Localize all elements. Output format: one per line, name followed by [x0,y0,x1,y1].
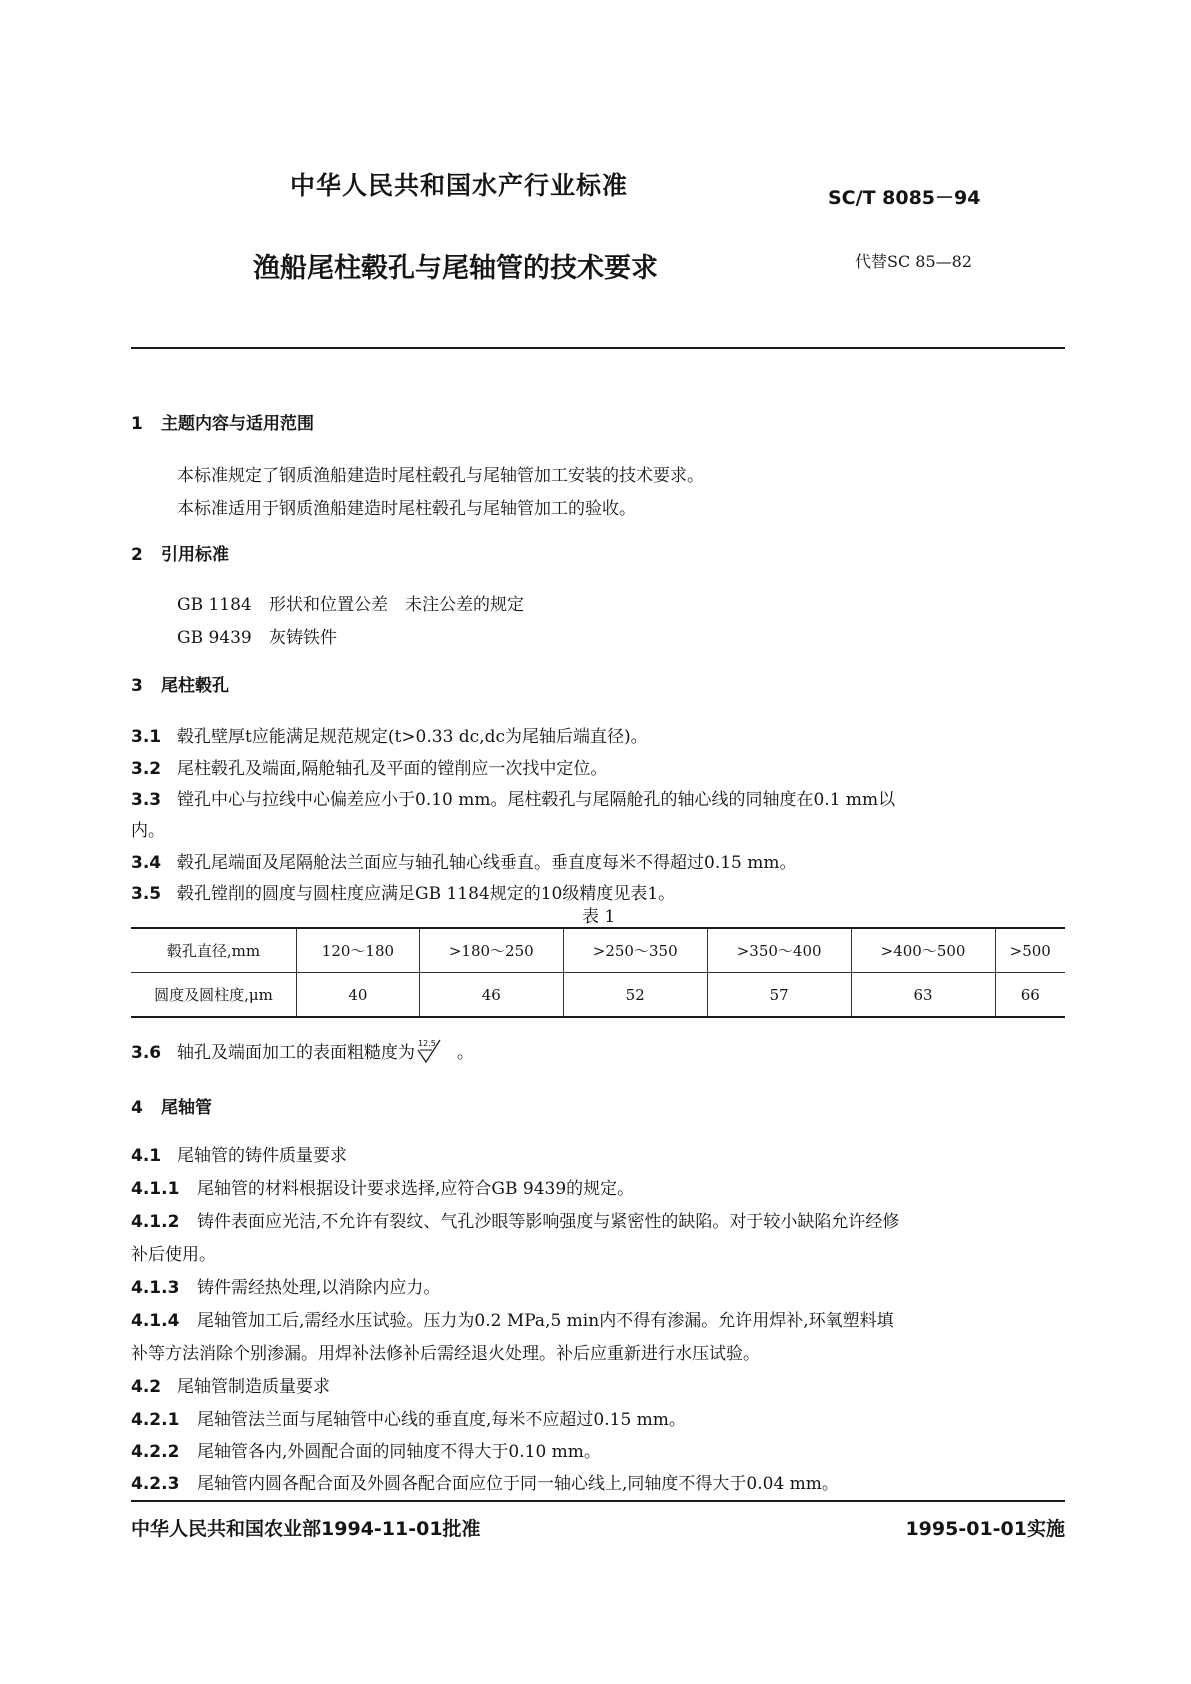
clause-item [131,1273,440,1298]
section-number: 2 [131,545,143,565]
clause-number: 4.2 [131,1377,162,1397]
reference-item [177,623,337,648]
roughness-check-icon [415,1038,449,1064]
clause-number: 3.3 [131,790,162,810]
clause-number: 3.5 [131,884,162,904]
section-4-heading [131,1093,212,1118]
table-row [131,973,1065,1018]
paragraph: 本标准适用于钢质渔船建造时尾柱毂孔与尾轴管加工的验收。 [177,499,636,519]
table-cell: 40 [297,973,420,1018]
clause-number: 4.1.3 [131,1278,180,1298]
table-cell: >400～500 [851,928,995,973]
replaces-note: 代替SC 85—82 [855,252,973,271]
table-cell: >350～400 [707,928,851,973]
section-number: 3 [131,676,143,696]
table-cell: 66 [995,973,1065,1018]
clause-text: 毂孔镗削的圆度与圆柱度应满足GB 1184规定的10级精度见表1。 [177,884,676,904]
clause-number: 4.1.4 [131,1311,180,1331]
header-rule [131,347,1065,349]
clause-number: 3.2 [131,759,162,779]
section-number: 4 [131,1098,143,1118]
clause-text: 铸件表面应光洁,不允许有裂纹、气孔沙眼等影响强度与紧密性的缺陷。对于较小缺陷允许经修 [197,1212,900,1232]
clause-item [131,1174,634,1199]
table-cell: >250～350 [563,928,707,973]
row-label: 毂孔直径,mm [131,928,297,973]
clause-end: 。 [457,1043,474,1063]
table-cell: 46 [419,973,563,1018]
clause-item [131,1469,839,1494]
clause-text: 轴孔及端面加工的表面粗糙度为 [177,1043,415,1063]
clause-item [131,754,607,779]
clause-continuation: 补等方法消除个别渗漏。用焊补法修补后需经退火处理。补后应重新进行水压试验。 [131,1344,760,1364]
clause-text: 尾轴管加工后,需经水压试验。压力为0.2 MPa,5 min内不得有渗漏。允许用焊补,环氧塑料填 [197,1311,894,1331]
table-cell: 120～180 [297,928,420,973]
clause-text: 尾轴管内圆各配合面及外圆各配合面应位于同一轴心线上,同轴度不得大于0.04 mm。 [197,1474,839,1494]
clause-item [131,722,648,747]
clause-number: 4.1.2 [131,1212,180,1232]
section-1-heading [131,409,314,434]
table-cell: 57 [707,973,851,1018]
table-cell: 63 [851,973,995,1018]
clause-item [131,1437,601,1462]
table-cell: >500 [995,928,1065,973]
clause-text: 铸件需经热处理,以消除内应力。 [197,1278,441,1298]
clause-number: 4.2.1 [131,1410,180,1430]
clause-text: 尾柱毂孔及端面,隔舱轴孔及平面的镗削应一次找中定位。 [177,759,608,779]
reference-name: 灰铸铁件 [269,628,337,648]
clause-number: 4.1 [131,1146,162,1166]
clause-item [131,1207,899,1232]
standard-header-title: 中华人民共和国水产行业标准 [290,171,629,200]
clause-item [131,1306,894,1331]
table-row [131,928,1065,973]
approval-note: 中华人民共和国农业部1994-11-01批准 [131,1518,481,1540]
clause-text: 尾轴管的材料根据设计要求选择,应符合GB 9439的规定。 [197,1179,635,1199]
clause-text: 毂孔尾端面及尾隔舱法兰面应与轴孔轴心线垂直。垂直度每米不得超过0.15 mm。 [177,853,797,873]
paragraph: 本标准规定了钢质渔船建造时尾柱毂孔与尾轴管加工安装的技术要求。 [177,466,704,486]
clause-text: 尾轴管法兰面与尾轴管中心线的垂直度,每米不应超过0.15 mm。 [197,1410,686,1430]
clause-text: 镗孔中心与拉线中心偏差应小于0.10 mm。尾柱毂孔与尾隔舱孔的轴心线的同轴度在0.1 mm以 [177,790,896,810]
footer-rule [131,1500,1065,1502]
section-title: 尾柱毂孔 [161,676,229,696]
clause-text: 尾轴管的铸件质量要求 [177,1146,347,1166]
clause-continuation: 内。 [131,821,165,841]
table-caption: 表 1 [582,907,616,927]
reference-code: GB 9439 [177,628,252,648]
clause-item [131,1038,474,1069]
clause-continuation: 补后使用。 [131,1245,216,1265]
clause-number: 4.1.1 [131,1179,180,1199]
table-cell: 52 [563,973,707,1018]
clause-item [131,1372,330,1397]
reference-code: GB 1184 [177,595,252,615]
clause-item [131,1405,686,1430]
standard-code: SC/T 8085－94 [828,187,981,209]
roughness-symbol [415,1038,449,1069]
section-title: 主题内容与适用范围 [161,414,314,434]
roughness-value: 12.5 [418,1039,436,1048]
section-title: 引用标准 [161,545,229,565]
row-label: 圆度及圆柱度,μm [131,973,297,1018]
clause-number: 4.2.3 [131,1474,180,1494]
reference-name: 形状和位置公差 未注公差的规定 [269,595,524,615]
clause-number: 3.6 [131,1043,162,1063]
table-1 [131,927,1065,1018]
clause-item [131,848,797,873]
section-number: 1 [131,414,143,434]
table-cell: >180～250 [419,928,563,973]
clause-number: 4.2.2 [131,1442,180,1462]
document-title: 渔船尾柱毂孔与尾轴管的技术要求 [253,253,658,284]
clause-text: 尾轴管各内,外圆配合面的同轴度不得大于0.10 mm。 [197,1442,601,1462]
clause-item [131,1141,347,1166]
reference-item [177,590,524,615]
section-2-heading [131,540,229,565]
effective-date: 1995-01-01实施 [905,1518,1065,1540]
clause-number: 3.1 [131,727,162,747]
clause-text: 尾轴管制造质量要求 [177,1377,330,1397]
clause-text: 毂孔壁厚t应能满足规范规定(t>0.33 dc,dc为尾轴后端直径)。 [177,727,648,747]
clause-number: 3.4 [131,853,162,873]
section-3-heading [131,671,229,696]
section-title: 尾轴管 [161,1098,212,1118]
clause-item [131,785,895,810]
clause-item [131,879,675,904]
